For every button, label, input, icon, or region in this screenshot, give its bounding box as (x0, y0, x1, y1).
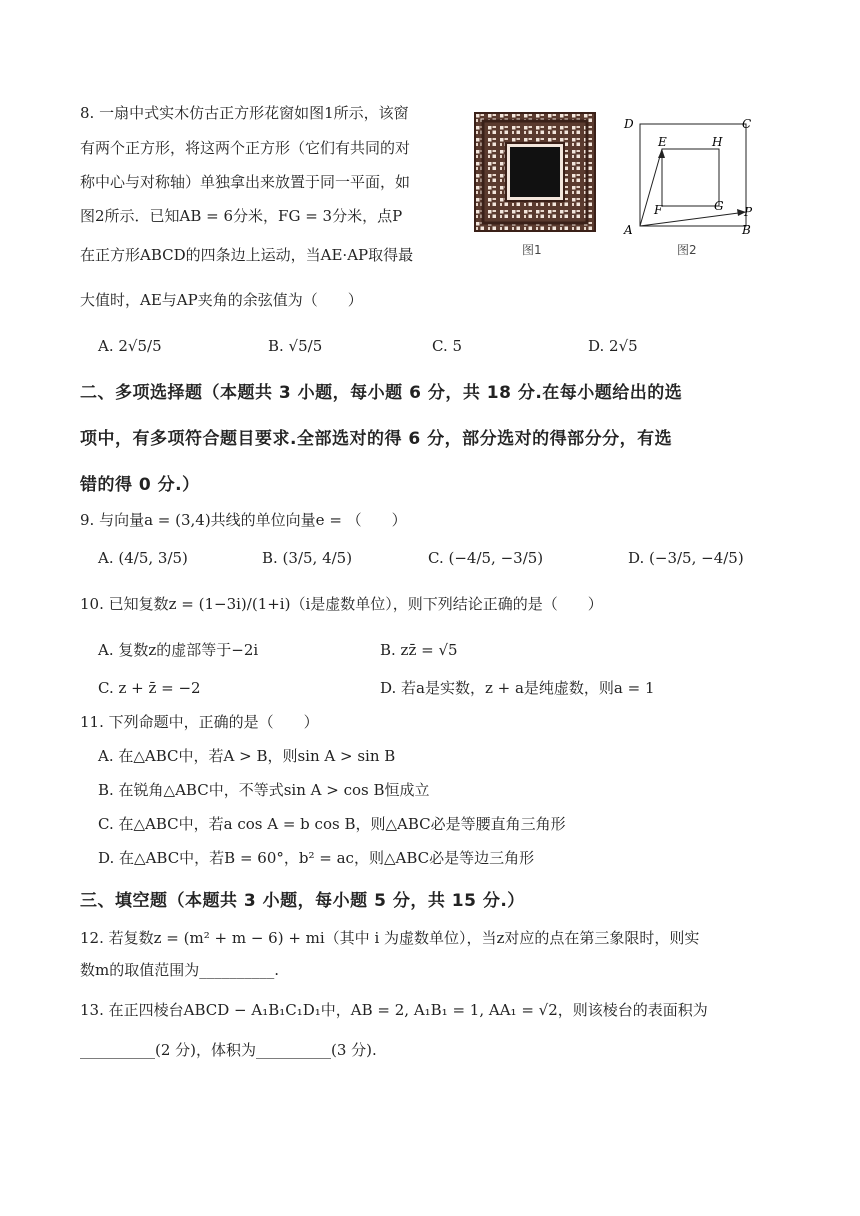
q9-option-c: C. (−4/5, −3/5) (428, 549, 544, 567)
q12-line-1: 12. 若复数z = (m² + m − 6) + mi（其中 i 为虚数单位），当z对应的点在第三象限时，则实 (80, 929, 700, 947)
label-d: D (624, 117, 634, 131)
q9-option-d: D. (−3/5, −4/5) (628, 549, 744, 567)
figure2-caption: 图2 (677, 243, 697, 257)
label-c: C (742, 117, 752, 131)
q10-option-d: D. 若a是实数，z + a是纯虚数，则a = 1 (380, 679, 655, 697)
section2-heading-line-1: 二、多项选择题（本题共 3 小题，每小题 6 分，共 18 分.在每小题给出的选 (80, 383, 683, 403)
q8-line-5: 在正方形ABCD的四条边上运动，当AE·AP取得最 (80, 246, 414, 264)
section3-heading: 三、填空题（本题共 3 小题，每小题 5 分，共 15 分.） (80, 891, 525, 911)
q11-option-d: D. 在△ABC中，若B = 60°，b² = ac，则△ABC必是等边三角形 (98, 849, 535, 867)
q10-stem: 10. 已知复数z = (1−3i)/(1+i)（i是虚数单位），则下列结论正确的是（ ） (80, 595, 603, 613)
label-b: B (742, 223, 751, 237)
figure1-caption: 图1 (522, 243, 542, 257)
q8-line-2: 有两个正方形，将这两个正方形（它们有共同的对 (80, 139, 411, 157)
section2-heading-line-2: 项中，有多项符合题目要求.全部选对的得 6 分，部分选对的得部分分，有选 (80, 429, 673, 449)
q8-line-4: 图2所示．已知AB = 6分米，FG = 3分米，点P (80, 207, 403, 225)
q8-line-1: 8. 一扇中式实木仿古正方形花窗如图1所示，该窗 (80, 104, 409, 122)
q8-option-c: C. 5 (432, 337, 463, 355)
q9-option-b: B. (3/5, 4/5) (262, 549, 353, 567)
q9-option-a: A. (4/5, 3/5) (98, 549, 188, 567)
q11-option-b: B. 在锐角△ABC中，不等式sin A > cos B恒成立 (98, 781, 430, 799)
label-g: G (714, 199, 724, 213)
q8-line-6: 大值时，AE与AP夹角的余弦值为（ ） (80, 291, 363, 309)
q8-option-b: B. √5/5 (268, 337, 323, 355)
label-a: A (624, 223, 633, 237)
q11-option-a: A. 在△ABC中，若A > B，则sin A > sin B (98, 747, 396, 765)
label-h: H (712, 135, 723, 149)
q11-option-c: C. 在△ABC中，若a cos A = b cos B，则△ABC必是等腰直角三角形 (98, 815, 566, 833)
q10-option-c: C. z + z̄ = −2 (98, 679, 201, 697)
q9-stem: 9. 与向量a = (3,4)共线的单位向量e = （ ） (80, 511, 407, 529)
q8-option-d: D. 2√5 (588, 337, 638, 355)
label-f: F (654, 203, 663, 217)
label-p: P (744, 205, 753, 219)
lattice-window-figure (474, 112, 596, 232)
section2-heading-line-3: 错的得 0 分.） (80, 475, 200, 495)
q8-option-a: A. 2√5/5 (98, 337, 162, 355)
geometry-figure-2 (618, 112, 758, 238)
q8-line-3: 称中心与对称轴）单独拿出来放置于同一平面，如 (80, 173, 411, 191)
label-e: E (658, 135, 667, 149)
q10-option-b: B. zz̄ = √5 (380, 641, 458, 659)
q11-stem: 11. 下列命题中，正确的是（ ） (80, 713, 319, 731)
q13-line-1: 13. 在正四棱台ABCD − A₁B₁C₁D₁中，AB = 2, A₁B₁ = 1, AA₁ = √2，则该棱台的表面积为 (80, 1001, 708, 1019)
q12-line-2: 数m的取值范围为__________. (80, 961, 279, 979)
q10-option-a: A. 复数z的虚部等于−2i (98, 641, 259, 659)
q13-line-2: __________(2 分)，体积为__________(3 分). (80, 1041, 377, 1059)
